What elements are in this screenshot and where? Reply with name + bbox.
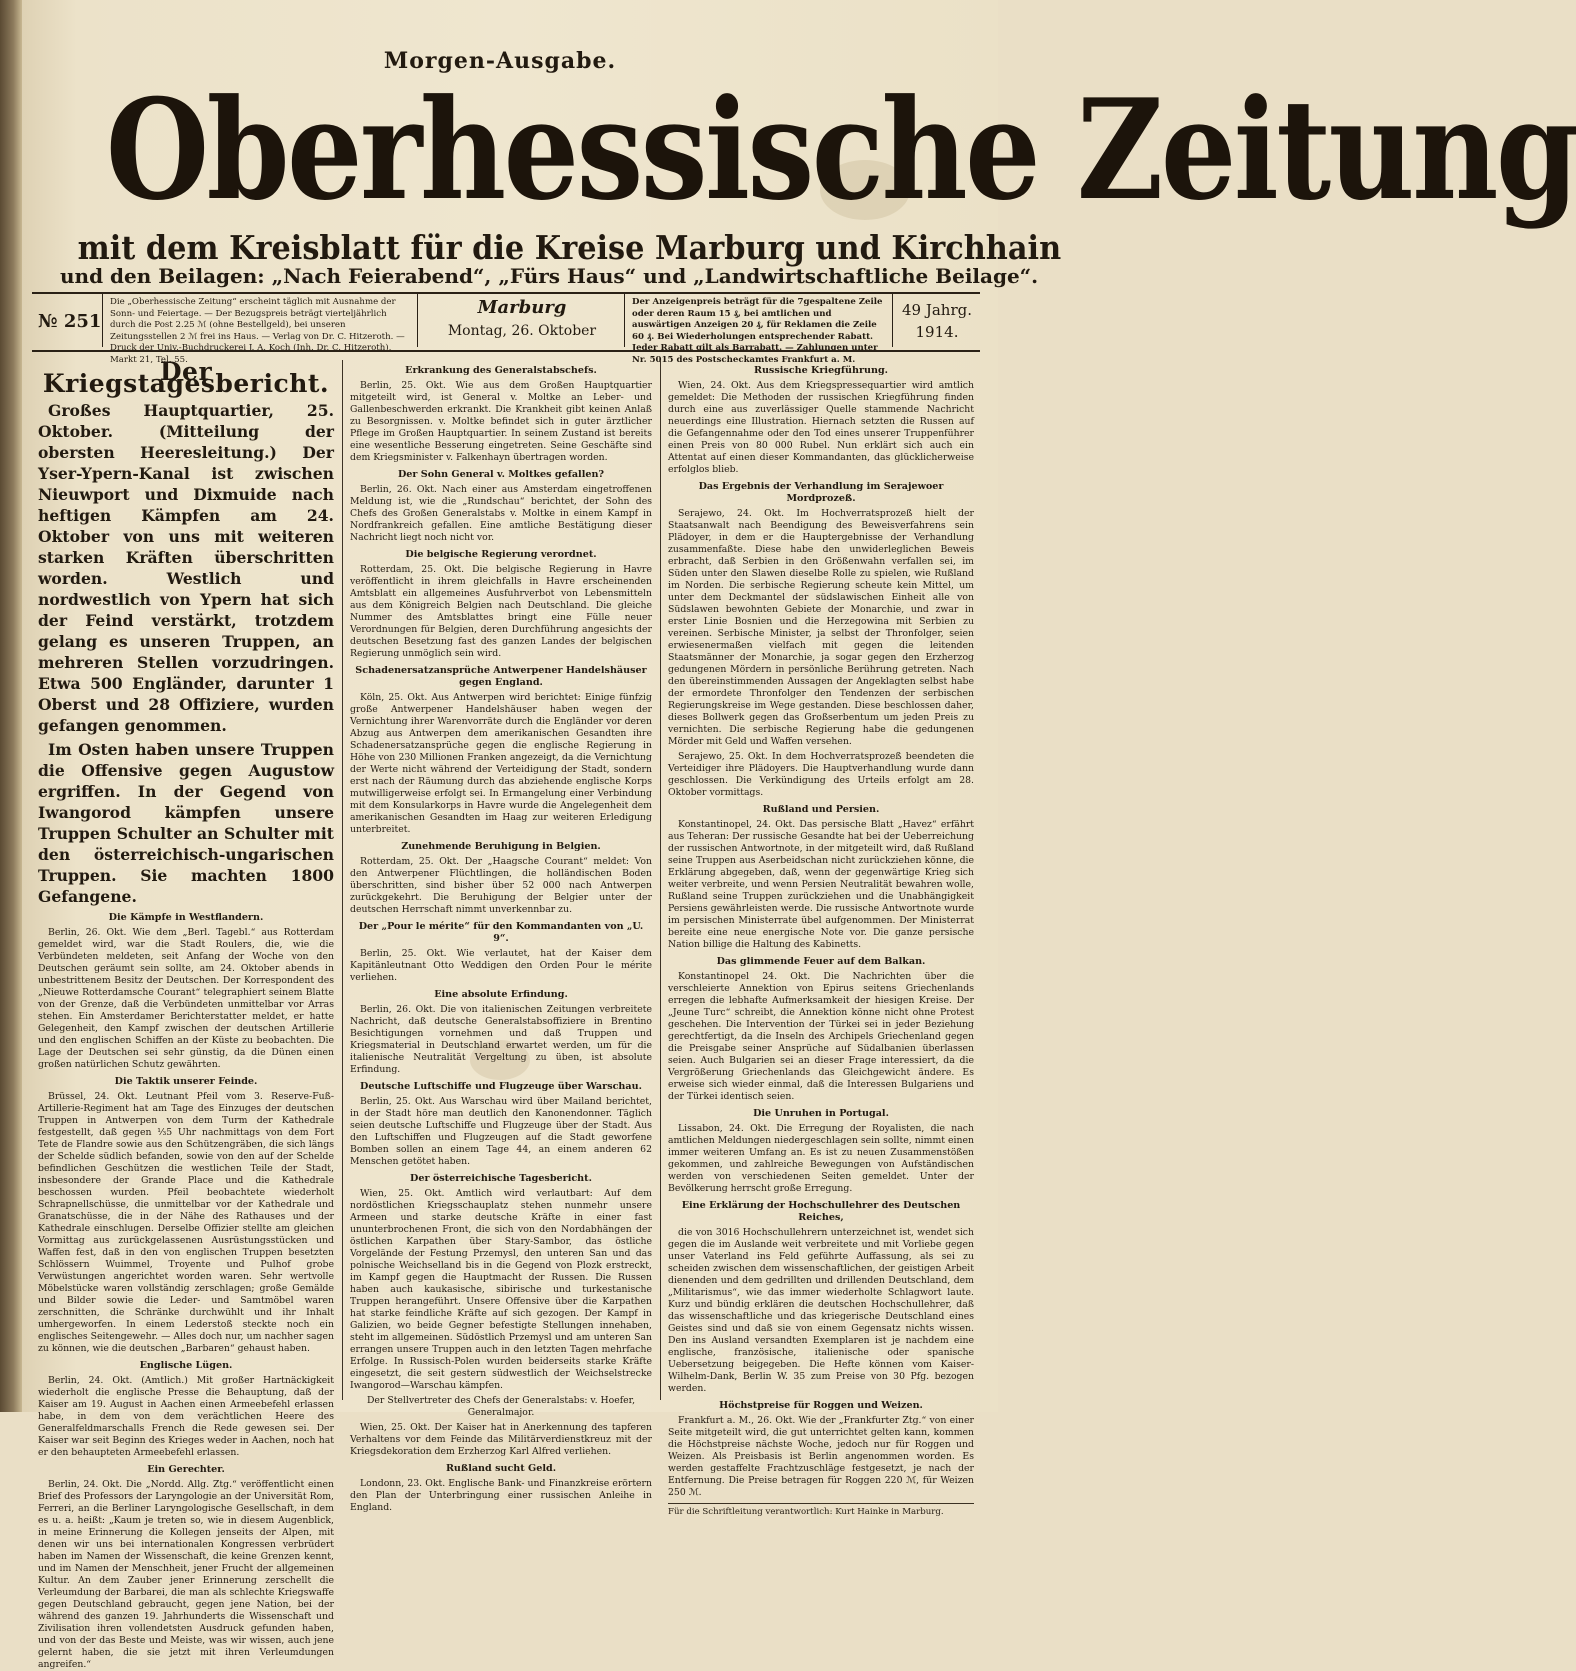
article-text: Berlin, 25. Okt. Wie verlautet, hat der Kaiser dem Kapitänleutnant Otto Weddigen den Orden Pour le mérite verliehen. bbox=[350, 948, 652, 983]
article-text: Wien, 24. Okt. Aus dem Kriegspressequartier wird amtlich gemeldet: Die Methoden der russischen Kriegführung finden durch eine aus zuverlässiger Quelle stammende Nachricht neuerdings eine Illustration. Hiernach setzten die Russen auf die Gefangennahme oder den Tod eines unserer Truppenführer einen Preis von 80 000 Rubel. Nun erklärt sich auch ein Attentat auf einen dieser Kommandanten, das glücklicherweise erfolglos blieb. bbox=[668, 380, 974, 475]
article-text: Konstantinopel, 24. Okt. Das persische Blatt „Havez“ erfährt aus Teheran: Der russische Gesandte hat bei der Ueberreichung der russischen Antwortnote, in der mitgeteilt wird, daß Rußland seine Truppen aus Aserbeidschan nicht zurückziehen könne, die Erklärung abgegeben, daß, wenn der gegenwärtige Krieg sich weiter verbreite, und wenn Persien Neutralität bewahren wolle, Rußland seine Truppen zurückziehen und die Unabhängigkeit Persiens gewährleisten werde. Die russische Antwortnote wurde im persischen Ministerrate übel aufgenommen. Der Ministerrat bereite eine neue energische Note vor. Die ganze persische Nation billige die Haltung des Kabinetts. bbox=[668, 819, 974, 950]
article-text: Wien, 25. Okt. Amtlich wird verlautbart: Auf dem nordöstlichen Kriegsschauplatz stehen nunmehr unsere Armeen und starke deutsche Kräfte in einer fast ununterbrochenen Front, die sich von den Nordabhängen der östlichen Karpathen über Stary-Sambor, das östliche Vorgelände der Festung Przemysl, den unteren San und das polnische Weichselland bis in die Gegend von Plozk erstreckt, im Kampf gegen die Hauptmacht der Russen. Die Russen haben auch kaukasische, sibirische und turkestanische Truppen herangeführt. Unsere Offensive über die Karpathen hat starke feindliche Kräfte auf sich gezogen. Der Kampf in Galizien, wo beide Gegner befestigte Stellungen innehaben, steht im allgemeinen. Südöstlich Przemysl und am unteren San errangen unsere Truppen auch in den letzten Tagen mehrfache Erfolge. In Russisch-Polen wurden beiderseits starke Kräfte eingesetzt, die seit gestern südwestlich der Weichselstrecke Iwangorod—Warschau kämpfen. bbox=[350, 1188, 652, 1391]
article-heading: Die Unruhen in Portugal. bbox=[753, 1108, 889, 1119]
article-heading: Schadenersatzansprüche Antwerpener Handelshäuser gegen England. bbox=[355, 665, 647, 688]
report-paragraph: Großes Hauptquartier, 25. Oktober. (Mitteilung der obersten Heeresleitung.) Der Yser-Ypern-Kanal ist zwischen Nieuwport und Dixmuide nach heftigen Kämpfen am 24. Oktober von uns mit weiteren starken Kräften überschritten worden. Westlich und nordwestlich von Ypern hat sich der Feind verstärkt, trotzdem gelang es unseren Truppen, an mehreren Stellen vorzudringen. Etwa 500 Engländer, darunter 1 Oberst und 28 Offiziere, wurden gefangen genommen. bbox=[38, 401, 334, 735]
article-heading: Die Taktik unserer Feinde. bbox=[114, 1076, 258, 1087]
article-text: Berlin, 26. Okt. Nach einer aus Amsterdam eingetroffenen Meldung ist, wie die „Rundschau“ berichtet, der Sohn des Chefs des Großen Generalstabs v. Moltke in einem Kampf in Nordfrankreich gefallen. Eine amtliche Bestätigung dieser Nachricht liegt noch nicht vor. bbox=[350, 484, 652, 543]
article-heading: Das Ergebnis der Verhandlung im Serajewoer Mordprozeß. bbox=[698, 481, 944, 504]
article-text: Frankfurt a. M., 26. Okt. Wie der „Frankfurter Ztg.“ von einer Seite mitgeteilt wird, die gut unterrichtet gelten kann, kommen die Höchstpreise nächste Woche, jedoch nur für Roggen und Weizen. Als Preisbasis ist Berlin angenommen worden. Es werden gestaffelte Frachtzuschläge festgesetzt, je nach der Entfernung. Die Preise betragen für Roggen 220 ℳ, für Weizen 250 ℳ. bbox=[668, 1415, 974, 1498]
report-title: Der Kriegstagesbericht. bbox=[42, 357, 330, 398]
issue-date: Montag, 26. Oktober bbox=[447, 323, 597, 339]
article-text: Berlin, 26. Okt. Wie dem „Berl. Tagebl.“ aus Rotterdam gemeldet wird, war die Stadt Roulers, die, wie die Verbündeten meldeten, seit Anfang der Woche von den Deutschen geräumt sein sollte, am 24. Oktober abends in unbestrittenem Besitz der Deutschen. Der Korrespondent des „Nieuwe Rotterdamsche Courant“ telegraphiert seinem Blatte von der Grenze, daß die Verbündeten unmittelbar vor Arras stehen. Ein Amsterdamer Berichterstatter meldet, er hatte Gelegenheit, den Kampf zwischen der deutschen Artillerie und den englischen Schiffen an der Küste zu beobachten. Die Lage der Deutschen sei sehr günstig, da die Dünen einen großen natürlichen Schutz gewährten. bbox=[38, 927, 334, 1070]
article-heading: Rußland und Persien. bbox=[762, 804, 880, 815]
masthead-subtitle: mit dem Kreisblatt für die Kreise Marburg und Kirchhain bbox=[77, 228, 1062, 267]
article-text: Rotterdam, 25. Okt. Der „Haagsche Courant“ meldet: Von den Antwerpener Flüchtlingen, die holländischen Boden überschritten, sind bisher über 52 000 nach Antwerpen zurückgekehrt. Die Beruhigung der Belgier unter der deutschen Herrschaft nimmt unverkennbar zu. bbox=[350, 856, 652, 915]
issue-number: № 251 bbox=[38, 311, 102, 332]
article-heading: Zunehmende Beruhigung in Belgien. bbox=[401, 841, 601, 852]
edition-label: Morgen-Ausgabe. bbox=[383, 48, 617, 74]
article-text: Berlin, 25. Okt. Aus Warschau wird über Mailand berichtet, in der Stadt höre man deutlich den Kanonendonner. Täglich seien deutsche Luftschiffe und Flugzeuge über der Stadt. Aus den Luftschiffen und Flugzeugen auf die Stadt geworfene Bomben sollen an einem Tage 44, an einem anderen 62 Menschen getötet haben. bbox=[350, 1096, 652, 1167]
article-text: Berlin, 24. Okt. Die „Nordd. Allg. Ztg.“ veröffentlicht einen Brief des Professors der Laryngologie an der Universität Rom, Ferreri, an die Berliner Laryngologische Gesellschaft, in dem es u. a. heißt: „Kaum je treten so, wie in diesem Augenblick, in meine Erinnerung die Kollegen jenseits der Alpen, mit denen wir uns bei internationalen Kongressen verbrüdert haben im Namen der Wissenschaft, die keine Grenzen kennt, und im Namen der Menschheit, jener Frucht der allgemeinen Kultur. An dem Zauber jener Erinnerung zerschellt die Verleumdung der Barbarei, die man als schlechte Kriegswaffe gegen Deutschland gebraucht, gegen jene Nation, bei der während des ganzen 19. Jahrhunderts die Wissenschaft und Zivilisation ihren vollendetsten Ausdruck gefunden haben, und von der das Beste und Meiste, was wir wissen, auch jene gelernt haben, die sie jetzt mit ihren Verleumdungen angreifen.“ bbox=[38, 1479, 334, 1670]
article-heading: Rußland sucht Geld. bbox=[445, 1463, 557, 1474]
article-heading: Die belgische Regierung verordnet. bbox=[405, 549, 597, 560]
binding-edge bbox=[0, 0, 22, 1412]
article-text: Serajewo, 25. Okt. In dem Hochverratsprozeß beendeten die Verteidiger ihre Plädoyers. Die Hauptverhandlung wurde dann geschlossen. Die Verkündigung des Urteils erfolgt am 28. Oktober vormittags. bbox=[668, 751, 974, 798]
column-1 bbox=[38, 357, 334, 1670]
divider bbox=[624, 293, 625, 347]
article-heading: Der Sohn General v. Moltkes gefallen? bbox=[397, 469, 605, 480]
supplements-line: und den Beilagen: „Nach Feierabend“, „Fürs Haus“ und „Landwirtschaftliche Beilage“. bbox=[60, 264, 1039, 288]
article-heading: Eine Erklärung der Hochschullehrer des Deutschen Reiches, bbox=[681, 1200, 961, 1223]
article-text: Köln, 25. Okt. Aus Antwerpen wird berichtet: Einige fünfzig große Antwerpener Handelshäuser haben wegen der Vernichtung ihrer Warenvorräte durch die Engländer vor deren Abzug aus Antwerpen dem amerikanischen Gesandten ihre Schadenersatzansprüche gegen die englische Regierung in Höhe von 230 Millionen Franken angezeigt, da die Vernichtung der Werte nicht während der Verteidigung der Stadt, sondern erst nach der Räumung durch das abziehende englische Korps mutwilligerweise erfolgt sei. In Ermangelung einer Verbindung mit dem Konsularkorps in Havre wurde die Angelegenheit dem amerikanischen Gesandten im Haag zur weiteren Erledigung unterbreitet. bbox=[350, 692, 652, 835]
article-text: Rotterdam, 25. Okt. Die belgische Regierung in Havre veröffentlicht in ihrem gleichfalls in Havre erscheinenden Amtsblatt ein allgemeines Ausfuhrverbot von Lebensmitteln aus dem Königreich Belgien nach Deutschland. Die gleiche Nummer des Amtsblattes bringt eine Fülle neuer Verordnungen für Belgien, deren Durchführung angesichts der deutschen Besetzung fast des ganzen Landes der belgischen Regierung unmöglich sein wird. bbox=[350, 564, 652, 659]
article-heading: Englische Lügen. bbox=[139, 1360, 233, 1371]
article-heading: Russische Kriegführung. bbox=[753, 365, 889, 376]
masthead-title: Oberhessische Zeitung bbox=[105, 68, 1576, 231]
article-heading: Die Kämpfe in Westflandern. bbox=[108, 912, 264, 923]
subscription-notice: Die „Oberhessische Zeitung“ erscheint täglich mit Ausnahme der Sonn- und Feiertage. — Der Bezugspreis beträgt vierteljährlich durch die Post 2.25 ℳ (ohne Bestellgeld), bei unseren Zeitungsstellen 2 ℳ frei ins Haus. — Verlag von Dr. C. Hitzeroth. — Druck der Univ.-Buchdruckerei J. A. Koch (Inh. Dr. C. Hitzeroth), Markt 21, Tel. 55. bbox=[110, 297, 405, 365]
divider bbox=[417, 293, 418, 347]
year-label: 1914. bbox=[915, 323, 959, 341]
article-heading: Das glimmende Feuer auf dem Balkan. bbox=[716, 956, 926, 967]
column-divider bbox=[342, 360, 343, 1400]
article-text: Brüssel, 24. Okt. Leutnant Pfeil vom 3. Reserve-Fuß-Artillerie-Regiment hat am Tage des Einzuges der deutschen Truppen in Antwerpen von dem Turm der Kathedrale festgestellt, daß gegen ⅓5 Uhr nachmittags von dem Fort Tete de Flandre sowie aus den Schützengräben, die sich längs der Schelde südlich befanden, sowie von den auf der Schelde befindlichen Geschützen die westlichen Teile der Stadt, insbesondere der Grande Place und die Kathedrale beschossen wurden. Pfeil beobachtete wiederholt Schrapnellschüsse, die unmittelbar vor der Kathedrale und Granatschüsse, die in der Nähe des Rathauses und der Kathedrale einschlugen. Derselbe Offizier stellte am gleichen Vormittag aus zurückgelassenen Ausrüstungsstücken und Waffen fest, daß in den von englischen Truppen besetzten Schlössern Wuimmel, Troyente und Pulhof grobe Verwüstungen angerichtet worden waren. Sehr wertvolle Möbelstücke waren vollständig zerschlagen; große Gemälde und Bilder sowie die Leder- und Samtmöbel waren zerschnitten, die Schränke durchwühlt und ihr Inhalt umhergeworfen. In einem Lederstoß steckte noch ein englisches Seitengewehr. — Alles doch nur, um nachher sagen zu können, wie die deutschen „Barbaren“ gehaust haben. bbox=[38, 1091, 334, 1354]
column-divider bbox=[660, 360, 661, 1400]
advertising-notice: Der Anzeigenpreis beträgt für die 7gespaltene Zeile oder deren Raum 15 ₰, bei amtlichen und auswärtigen Anzeigen 20 ₰, für Reklamen die Zeile 60 ₰. Bei Wiederholungen entsprechender Rabatt. Jeder Rabatt gilt als Barrabatt. — Zahlungen unter Nr. 5015 des Postscheckamtes Frankfurt a. M. bbox=[632, 297, 883, 365]
article-text: Serajewo, 24. Okt. Im Hochverratsprozeß hielt der Staatsanwalt nach Beendigung des Beweisverfahrens sein Plädoyer, in dem er die Hauptergebnisse der Verhandlung zusammenfaßte. Diese habe den unwiderleglichen Beweis erbracht, daß Serbien in den Größenwahn verfallen sei, im Süden unter den Slawen dieselbe Rolle zu spielen, wie Rußland im Norden. Die serbische Regierung scheute kein Mittel, um unter dem Deckmantel der südslawischen Einheit alle von Südslawen bewohnten Gebiete der Monarchie, und zwar in erster Linie Bosnien und die Herzegowina mit Serbien zu vereinen. Serbische Minister, ja selbst der Thronfolger, seien erwiesenermaßen vielfach mit gegen die leitenden Staatsmänner der Monarchie, ja sogar gegen den Erzherzog gedungenen Mördern in persönliche Berührung getreten. Nach den übereinstimmenden Aussagen der Angeklagten selbst habe der ermordete Thronfolger den Tendenzen der serbischen Regierungskreise im Wege gestanden. Diese beschlossen daher, dieses Bollwerk gegen das Großserbentum um jeden Preis zu vernichten. Die serbische Regierung habe die gedungenen Mörder mit Geld und Waffen versehen. bbox=[668, 508, 974, 747]
divider bbox=[892, 293, 893, 347]
column-2 bbox=[350, 360, 652, 1513]
report-paragraph: Im Osten haben unsere Truppen die Offensive gegen Augustow ergriffen. In der Gegend von Iwangorod kämpfen unsere Truppen Schulter an Schulter mit den österreichisch-ungarischen Truppen. Sie machten 1800 Gefangene. bbox=[38, 740, 334, 906]
article-text: die von 3016 Hochschullehrern unterzeichnet ist, wendet sich gegen die im Auslande weit verbreitete und mit Vorliebe gegen unser Vaterland ins Feld geführte Auffassung, als sei zu scheiden zwischen dem wissenschaftlichen, der geistigen Arbeit dienenden und dem gedrillten und drillenden Deutschland, dem „Militarismus“, wie das immer wiederholte Schlagwort laute. Kurz und bündig erklären die deutschen Hochschullehrer, daß das wissenschaftliche und das kriegerische Deutschland eines Geistes sind und daß sie von einem Gegensatz nichts wissen. Den ins Ausland versandten Exemplaren ist je nachdem eine englische, französische, italienische oder spanische Uebersetzung beigegeben. Die Hefte können vom Kaiser-Wilhelm-Dank, Berlin W. 35 zum Preise von 30 Pfg. bezogen werden. bbox=[668, 1227, 974, 1394]
article-signature: Der Stellvertreter des Chefs der Generalstabs: v. Hoefer, Generalmajor. bbox=[366, 1395, 636, 1418]
article-text: Wien, 25. Okt. Der Kaiser hat in Anerkennung des tapferen Verhaltens vor dem Feinde das Militärverdienstkreuz mit der Kriegsdekoration dem Erzherzog Karl Alfred verliehen. bbox=[350, 1422, 652, 1457]
article-heading: Eine absolute Erfindung. bbox=[434, 989, 568, 1000]
article-text: Konstantinopel 24. Okt. Die Nachrichten über die verschleierte Annektion von Epirus seitens Griechenlands erregen die lebhafte Aufmerksamkeit der hiesigen Kreise. Der „Jeune Turc“ schreibt, die Annektion könne nicht ohne Protest geschehen. Die Intervention der Türkei sei in jeder Beziehung gerechtfertigt, da die Inseln des Archipels Griechenland gegen die Preisgabe seiner Ansprüche auf Südalbanien überlassen seien. Auch Bulgarien sei an dieser Frage interessiert, da die Vergrößerung Griechenlands das Gleichgewicht ändere. Es erweise sich wieder einmal, daß die Interessen Bulgariens und der Türkei identisch seien. bbox=[668, 971, 974, 1102]
volume-label: 49 Jahrg. bbox=[901, 301, 972, 319]
column-3 bbox=[668, 360, 974, 1517]
info-bar bbox=[32, 293, 980, 365]
article-text: Berlin, 25. Okt. Wie aus dem Großen Hauptquartier mitgeteilt wird, ist General v. Moltke an Leber- und Gallenbeschwerden erkrankt. Die Krankheit gibt keinen Anlaß zu Besorgnissen. v. Moltke befindet sich in guter ärztlicher Pflege im Großen Hauptquartier. In seinem Zustand ist bereits eine wesentliche Besserung eingetreten. Seine Geschäfte sind dem Kriegsminister v. Falkenhayn übertragen worden. bbox=[350, 380, 652, 463]
article-heading: Ein Gerechter. bbox=[147, 1464, 225, 1475]
article-text: Lissabon, 24. Okt. Die Erregung der Royalisten, die nach amtlichen Meldungen niedergeschlagen sein sollte, nimmt einen immer weiteren Umfang an. Es ist zu neuen Zusammenstößen gekommen, und zahlreiche Bewegungen von Aufständischen werden von verschiedenen Seiten gemeldet. Unter der Bevölkerung herrscht große Erregung. bbox=[668, 1123, 974, 1194]
editor-credit: Für die Schriftleitung verantwortlich: Kurt Hainke in Marburg. bbox=[668, 1503, 974, 1518]
article-heading: Deutsche Luftschiffe und Flugzeuge über Warschau. bbox=[360, 1081, 642, 1092]
article-text: Berlin, 24. Okt. (Amtlich.) Mit großer Hartnäckigkeit wiederholt die englische Presse die Behauptung, daß der Kaiser am 19. August in Aachen einen Armeebefehl erlassen habe, in dem von dem verächtlichen Heere des Generalfeldmarschalls French die Rede gewesen sei. Der Kaiser war seit Beginn des Krieges weder in Aachen, noch hat er den behaupteten Armeebefehl erlassen. bbox=[38, 1375, 334, 1458]
article-text: Londonn, 23. Okt. Englische Bank- und Finanzkreise erörtern den Plan der Unterbringung einer russischen Anleihe in England. bbox=[350, 1478, 652, 1513]
volume-year bbox=[894, 299, 980, 343]
city-name: Marburg bbox=[477, 297, 567, 318]
bottom-rule bbox=[32, 350, 980, 352]
article-heading: Höchstpreise für Roggen und Weizen. bbox=[719, 1400, 923, 1411]
article-heading: Der österreichische Tagesbericht. bbox=[410, 1173, 592, 1184]
divider bbox=[102, 293, 103, 347]
article-text: Berlin, 26. Okt. Die von italienischen Zeitungen verbreitete Nachricht, daß deutsche Generalstabsoffiziere in Brentino Besichtigungen vornehmen und daß Truppen und Kriegsmaterial in Deutschland erwartet werden, um für die italienische Neutralität Vergeltung zu üben, ist absolute Erfindung. bbox=[350, 1004, 652, 1075]
article-heading: Erkrankung des Generalstabschefs. bbox=[405, 365, 597, 376]
article-heading: Der „Pour le mérite“ für den Kommandanten von „U. 9“. bbox=[358, 921, 644, 944]
